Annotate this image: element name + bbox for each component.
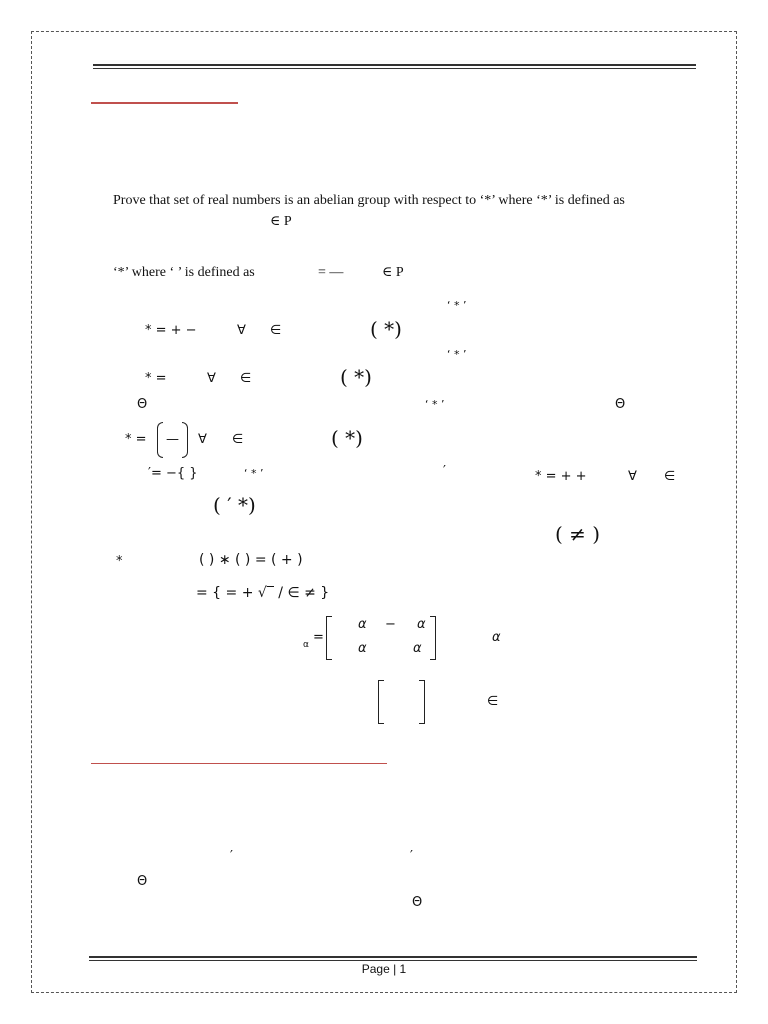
page-border <box>31 31 737 993</box>
heading-underline <box>91 102 238 104</box>
prime-symbol: ′ <box>230 849 233 864</box>
section-underline <box>91 763 387 764</box>
element-of-symbol: ∈ <box>270 323 282 338</box>
prime-symbol: ′ <box>443 464 446 479</box>
not-equal-pair: ( ≠ ) <box>555 522 601 546</box>
problem-text: Prove that set of real numbers is an abelian group with respect to ‘*’ where ‘*’ is defined as <box>113 193 625 208</box>
forall-symbol: ∀ <box>237 323 246 338</box>
theta-symbol: Θ <box>412 895 423 910</box>
matrix-right-bracket <box>419 680 425 724</box>
alpha-symbol: α <box>492 630 501 645</box>
footer-rule <box>89 956 697 961</box>
matrix-entry: α <box>417 617 426 632</box>
star-quote: ‘ * ’ <box>425 398 445 411</box>
operation-definition: * = <box>125 432 147 447</box>
theta-symbol: Θ <box>137 874 148 889</box>
alpha-subscript: α <box>303 640 309 650</box>
forall-symbol: ∀ <box>198 432 207 447</box>
forall-symbol: ∀ <box>207 371 216 386</box>
left-paren <box>157 422 163 458</box>
matrix-left-bracket <box>326 616 332 660</box>
matrix-entry: α <box>413 641 422 656</box>
element-of-symbol: ∈ <box>487 694 499 709</box>
star-quote: ‘ * ’ <box>447 348 467 361</box>
header-rule <box>93 64 696 69</box>
operation-definition: * = + − <box>145 323 197 338</box>
forall-symbol: ∀ <box>628 469 637 484</box>
set-definition: ′= −{ } <box>148 466 198 481</box>
matrix-equals: = <box>313 630 324 645</box>
group-pair: ( ′ *) <box>213 493 256 517</box>
matrix-entry: α <box>358 641 367 656</box>
page-number: Page | 1 <box>361 962 407 976</box>
operation-definition: * = <box>145 371 167 386</box>
matrix-entry: α <box>358 617 367 632</box>
group-pair: ( *) <box>331 426 363 450</box>
group-pair: ( *) <box>340 365 372 389</box>
pair-product: ( ) ∗ ( ) = ( + ) <box>199 552 303 568</box>
prime-symbol: ′ <box>410 849 413 864</box>
star-quote: ‘ * ’ <box>244 467 264 480</box>
star-symbol: * <box>116 554 123 569</box>
operation-definition: * = + + <box>535 469 587 484</box>
theta-symbol: Θ <box>137 397 148 412</box>
matrix-left-bracket <box>378 680 384 724</box>
element-of-symbol: ∈ <box>664 469 676 484</box>
group-pair: ( *) <box>370 317 402 341</box>
definition-equation: = — <box>318 265 344 280</box>
element-of-symbol: ∈ <box>232 432 244 447</box>
definition-membership: ∈ P <box>382 265 404 280</box>
theta-symbol: Θ <box>615 397 626 412</box>
element-of-symbol: ∈ <box>240 371 252 386</box>
star-quote: ‘ * ’ <box>447 299 467 312</box>
right-paren <box>182 422 188 458</box>
matrix-entry: − <box>385 617 396 632</box>
matrix-right-bracket <box>430 616 436 660</box>
fraction-bar: — <box>166 432 179 447</box>
sqrt-set: = { = + √‾ / ∈ ≠ } <box>196 585 330 601</box>
definition-text: ‘*’ where ‘ ’ is defined as <box>113 265 255 280</box>
problem-membership: ∈ P <box>270 214 292 229</box>
